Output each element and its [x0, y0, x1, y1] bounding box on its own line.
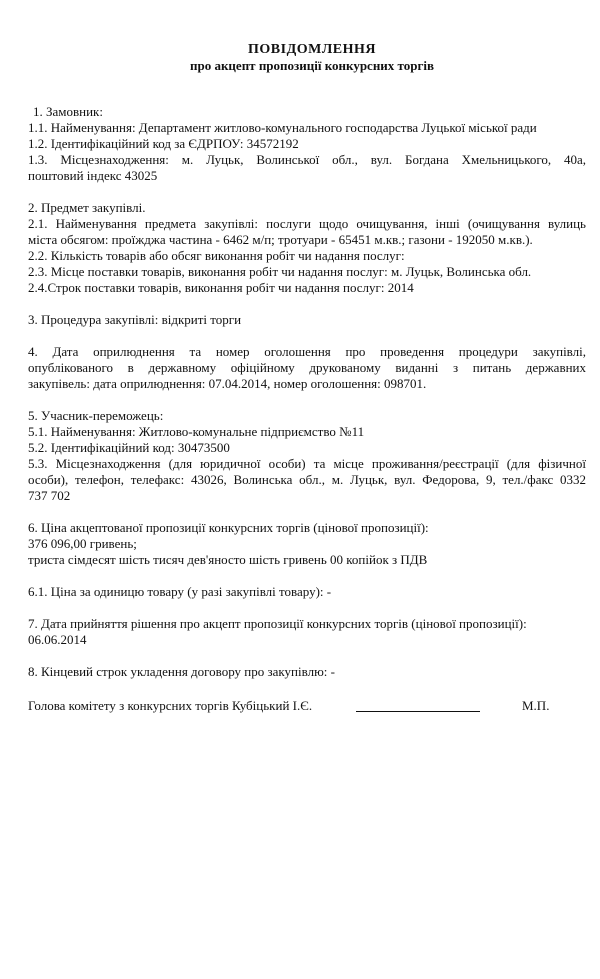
section-decision-date [28, 616, 586, 648]
unit-price: 6.1. Ціна за одиницю товару (у разі закупівлі товару): - [28, 584, 332, 599]
document-subtitle: про акцепт пропозиції конкурсних торгів [189, 58, 435, 73]
decision-heading: 7. Дата прийняття рішення про акцепт пропозиції конкурсних торгів (цінової пропозиції): [28, 616, 527, 631]
section-customer [28, 104, 586, 184]
winner-code: 5.2. Ідентифікаційний код: 30473500 [28, 440, 230, 455]
signatory: Голова комітету з конкурсних торгів Кубіцький І.Є. [28, 698, 313, 713]
section-heading: 2. Предмет закупівлі. [28, 200, 146, 215]
section-announcement [28, 344, 586, 392]
decision-date: 06.06.2014 [28, 632, 87, 647]
section-procedure [28, 312, 586, 328]
subject-place: 2.3. Місце поставки товарів, виконання робіт чи надання послуг: м. Луцьк, Волинська обл. [28, 264, 532, 279]
section-heading: 6. Ціна акцептованої пропозиції конкурсних торгів (цінової пропозиції): [28, 520, 429, 535]
price-amount: 376 096,00 гривень; [28, 536, 137, 551]
document-title: ПОВІДОМЛЕННЯ [248, 42, 376, 57]
section-heading: 5. Учасник-переможець: [28, 408, 164, 423]
customer-code: 1.2. Ідентифікаційний код за ЄДРПОУ: 34572192 [28, 136, 299, 151]
subject-volume: міста обсягом: проїжджа частина - 6462 м/п; тротуари - 65451 м.кв.; газони - 192050 м.кв.). [28, 232, 533, 247]
winner-address-1: 5.3. Місцезнаходження (для юридичної особи) та місце проживання/реєстрації (для фізичної [28, 456, 586, 471]
procedure-type: 3. Процедура закупівлі: відкриті торги [28, 312, 242, 327]
signature-line [356, 711, 480, 712]
announcement-line-1: 4. Дата оприлюднення та номер оголошення про проведення процедури закупівлі, [28, 344, 586, 359]
winner-name: 5.1. Найменування: Житлово-комунальне підприємство №11 [28, 424, 365, 439]
section-price [28, 520, 586, 568]
customer-address: 1.3. Місцезнаходження: м. Луцьк, Волинської обл., вул. Богдана Хмельницького, 40а, [28, 152, 586, 167]
section-contract-term [28, 664, 586, 680]
section-winner [28, 408, 586, 504]
section-unit-price [28, 584, 586, 600]
price-in-words: триста сімдесят шість тисяч дев'яносто шість гривень 00 копійок з ПДВ [28, 552, 428, 567]
signature-row [28, 698, 588, 718]
section-subject [28, 200, 586, 296]
announcement-line-2: опублікованого в державному офіційному друкованому виданні з питань державних [28, 360, 586, 375]
customer-name: 1.1. Найменування: Департамент житлово-комунального господарства Луцької міської ради [28, 120, 537, 135]
section-heading: 1. Замовник: [33, 104, 103, 119]
subject-quantity: 2.2. Кількість товарів або обсяг виконання робіт чи надання послуг: [28, 248, 405, 263]
winner-address-2: особи), телефон, телефакс: 43026, Волинська обл., м. Луцьк, вул. Федорова, 9, тел./факс 0332 [28, 472, 586, 487]
seal-place: М.П. [522, 698, 550, 713]
contract-term: 8. Кінцевий строк укладення договору про закупівлю: - [28, 664, 335, 679]
winner-address-3: 737 702 [28, 488, 71, 503]
subject-name: 2.1. Найменування предмета закупівлі: послуги щодо очищування, інші (очищування вулиць [28, 216, 586, 231]
subject-term: 2.4.Строк поставки товарів, виконання робіт чи надання послуг: 2014 [28, 280, 414, 295]
customer-postcode: поштовий індекс 43025 [28, 168, 158, 183]
announcement-line-3: закупівель: дата оприлюднення: 07.04.2014, номер оголошення: 098701. [28, 376, 427, 391]
